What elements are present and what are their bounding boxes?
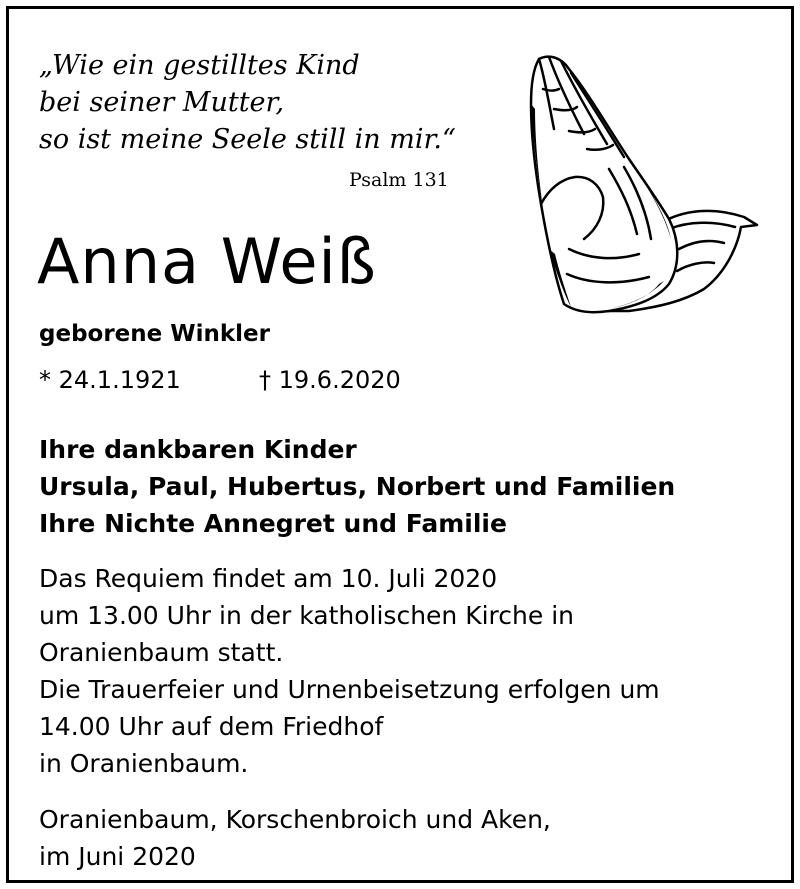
mourners-list (39, 431, 675, 542)
quote-source: Psalm 131 (349, 169, 449, 191)
place-line: im Juni 2020 (39, 842, 196, 871)
quote-line: bei seiner Mutter, (39, 87, 285, 118)
service-info (39, 560, 660, 782)
obituary-notice (6, 6, 794, 883)
service-line: um 13.00 Uhr in der katholischen Kirche in (39, 601, 574, 630)
praying-hands-icon (509, 49, 759, 319)
service-line: in Oranienbaum. (39, 749, 249, 778)
place-line: Oranienbaum, Korschenbroich und Aken, (39, 805, 551, 834)
deceased-name: Anna Weiß (37, 225, 377, 298)
birth-date: * 24.1.1921 (39, 366, 181, 394)
bible-quote (39, 47, 456, 158)
quote-line: so ist meine Seele still in mir.“ (39, 124, 456, 155)
death-date: † 19.6.2020 (259, 366, 401, 394)
maiden-name: geborene Winkler (39, 321, 270, 347)
service-line: Die Trauerfeier und Urnenbeisetzung erfolgen um (39, 675, 660, 704)
service-line: Das Requiem findet am 10. Juli 2020 (39, 564, 498, 593)
place-and-date (39, 801, 551, 875)
service-line: Oranienbaum statt. (39, 638, 284, 667)
service-line: 14.00 Uhr auf dem Friedhof (39, 712, 384, 741)
life-dates (39, 366, 401, 394)
mourner-line: Ihre dankbaren Kinder (39, 435, 357, 464)
quote-line: „Wie ein gestilltes Kind (39, 50, 360, 81)
mourner-line: Ihre Nichte Annegret und Familie (39, 509, 507, 538)
mourner-line: Ursula, Paul, Hubertus, Norbert und Familien (39, 472, 676, 501)
